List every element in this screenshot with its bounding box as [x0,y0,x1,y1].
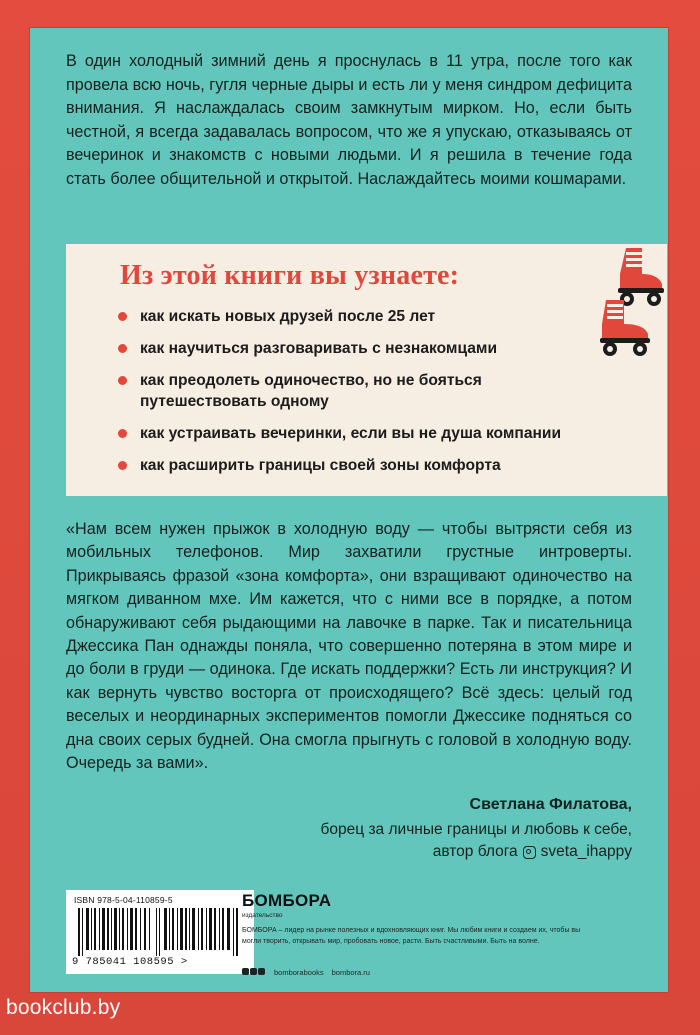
learn-list [118,306,598,487]
intro-paragraph: В один холодный зимний день я проснулась в 11 утра, после того как провела всю ночь, гугля черные дыры и есть ли у меня синдром дефицита внимания. Я наслаждалась своим замкнутым мирком. Но, если быть честной, я всегда задавалась вопросом, что же я упускаю, отказываясь от вечеринок и знакомств с новыми людьми. И я решила в течение года стать более общительной и открытой. Наслаждайтесь моими кошмарами. [66,52,632,188]
publisher-subtitle: издательство [242,912,283,919]
isbn-label: ISBN 978-5-04-110859-5 [74,895,173,905]
review-quote: «Нам всем нужен прыжок в холодную воду — чтобы вытрясти себя из мобильных телефонов. Мир захватили грустные интроверты. Прикрываясь фразой «зона комфорта», они взращивают одиночество на мягком диванном мхе. Им кажется, что с ними все в порядке, а потом обнаруживают себя рыдающими на лавочке в парке. Так и писательница Джессика Пан однажды поняла, что совершенно потеряна в этом мире и до боли в груди — одинока. Где искать поддержки? Есть ли инструкция? И как вернуть чувство восторга от происходящего? Всё здесь: целый год веселых и неординарных экспериментов помогли Джессике подняться со дна своих серых будней. Она смогла прыгнуть с головой в холодную воду. Очередь за вами». [66,520,632,773]
publisher-social [242,968,370,977]
roller-skate-icon [596,296,656,358]
publisher-description: БОМБОРА – лидер на рынке полезных и вдохновляющих книг. Мы любим книги и создаем их, чтобы вы могли творить, открывать мир, пробовать новое, расти. Быть счастливыми. Быть на волне. [242,927,581,945]
learn-item: как искать новых друзей после 25 лет [118,306,598,327]
publisher-site: bombora.ru [331,968,370,977]
blog-handle: sveta_ihappy [540,843,632,860]
learn-item: как устраивать вечеринки, если вы не душа компании [118,423,598,444]
instagram-icon [523,846,536,859]
social-handle: bomborabooks [274,968,324,977]
bullet-dot [118,376,127,385]
reviewer-name: Светлана Филатова, [469,796,632,813]
barcode [66,890,254,974]
publisher-logo: БОМБОРА [242,891,332,910]
bullet-dot [118,344,127,353]
blog-prefix: автор блога [432,843,518,860]
watermark: bookclub.by [6,996,121,1019]
barcode-digits: 9 785041 108595 > [72,956,188,968]
reviewer-blog [433,843,632,861]
reviewer-role: борец за личные границы и любовь к себе, [320,821,632,838]
barcode-bars [74,908,246,956]
bullet-dot [118,312,127,321]
back-cover [30,28,668,992]
social-icon [250,968,257,975]
learn-item: как расширить границы своей зоны комфорта [118,455,598,476]
learn-panel [66,244,667,496]
bullet-dot [118,461,127,470]
social-icons [242,968,266,977]
social-icon [258,968,265,975]
bullet-dot [118,429,127,438]
learn-item: как преодолеть одиночество, но не бояться путешествовать одному [118,370,598,412]
intro-text [66,50,632,191]
learn-title: Из этой книги вы узнаете: [120,260,460,291]
social-icon [242,968,249,975]
learn-item: как научиться разговаривать с незнакомцами [118,338,598,359]
